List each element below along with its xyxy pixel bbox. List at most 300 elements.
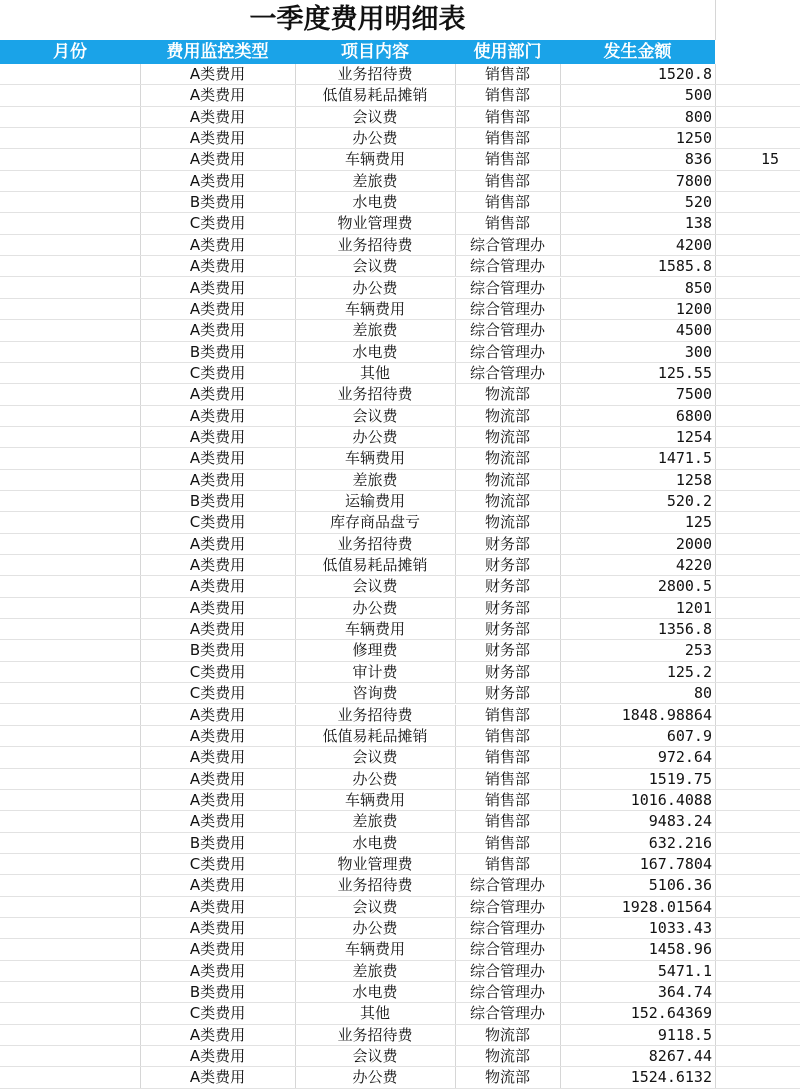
cell-amount[interactable]: 1928.01564	[621, 897, 712, 916]
cell-item[interactable]: 业务招待费	[337, 235, 413, 254]
cell-dept[interactable]: 物流部	[484, 492, 530, 510]
cell-amount[interactable]: 167.7804	[639, 854, 712, 873]
cell-month[interactable]	[0, 576, 140, 597]
cell-amount[interactable]: 520.2	[666, 492, 712, 510]
cell-amount[interactable]: 1519.75	[648, 769, 712, 788]
cell-month[interactable]	[0, 961, 140, 982]
cell-dept[interactable]: 销售部	[484, 107, 530, 126]
gridline	[140, 918, 141, 939]
cell-dept[interactable]: 财务部	[484, 641, 530, 660]
cell-type[interactable]: C类费用	[189, 363, 246, 382]
gridline	[455, 342, 456, 363]
cell-amount[interactable]: 4200	[675, 235, 712, 254]
cell-item[interactable]: 办公费	[352, 598, 398, 617]
cell-amount[interactable]: 125.2	[666, 662, 712, 681]
gridline	[455, 640, 456, 661]
cell-month[interactable]	[0, 491, 140, 512]
cell-month[interactable]	[0, 278, 140, 299]
cell-item[interactable]: 运输费用	[344, 492, 405, 510]
cell-type[interactable]: A类费用	[189, 406, 246, 425]
cell-dept[interactable]: 物流部	[484, 1047, 530, 1066]
cell-month[interactable]	[0, 619, 140, 640]
cell-item[interactable]: 物业管理费	[337, 214, 413, 233]
gridline	[0, 1088, 800, 1089]
cell-dept[interactable]: 销售部	[484, 726, 530, 745]
cell-month[interactable]	[0, 85, 140, 106]
cell-item[interactable]: 办公费	[352, 1068, 398, 1087]
gridline	[560, 683, 561, 704]
cell-type[interactable]: B类费用	[189, 983, 246, 1002]
cell-dept[interactable]: 销售部	[484, 748, 530, 767]
cell-type[interactable]: C类费用	[189, 662, 246, 681]
cell-item[interactable]: 库存商品盘亏	[329, 513, 420, 532]
cell-type[interactable]: A类费用	[189, 812, 246, 831]
cell-dept[interactable]: 物流部	[484, 1068, 530, 1087]
cell-dept[interactable]: 物流部	[484, 406, 530, 425]
cell-month[interactable]	[0, 598, 140, 619]
cell-month[interactable]	[0, 683, 140, 704]
cell-type[interactable]: A类费用	[189, 961, 246, 980]
cell-amount[interactable]: 8267.44	[648, 1047, 712, 1066]
cell-month[interactable]	[0, 897, 140, 918]
gridline	[715, 384, 716, 405]
cell-type[interactable]: C类费用	[189, 214, 246, 233]
cell-dept[interactable]: 综合管理办	[469, 299, 545, 318]
cell-dept[interactable]: 物流部	[484, 449, 530, 468]
gridline	[455, 811, 456, 832]
cell-month[interactable]	[0, 811, 140, 832]
cell-item[interactable]: 办公费	[352, 769, 398, 788]
cell-item[interactable]: 会议费	[352, 897, 398, 916]
cell-item[interactable]: 差旅费	[352, 470, 398, 489]
cell-amount[interactable]: 1585.8	[657, 257, 712, 276]
cell-amount[interactable]: 5471.1	[657, 961, 712, 980]
cell-type[interactable]: B类费用	[189, 833, 246, 852]
cell-amount[interactable]: 1458.96	[648, 940, 712, 959]
cell-type[interactable]: A类费用	[189, 598, 246, 617]
cell-type[interactable]: A类费用	[189, 940, 246, 959]
cell-amount[interactable]: 1258	[675, 470, 712, 489]
table-row	[0, 384, 800, 405]
table-row	[0, 171, 800, 192]
cell-amount[interactable]: 1520.8	[657, 65, 712, 83]
cell-amount[interactable]: 7800	[675, 171, 712, 190]
cell-amount[interactable]: 7500	[675, 385, 712, 404]
gridline	[455, 320, 456, 341]
cell-amount[interactable]: 253	[684, 641, 712, 660]
gridline	[715, 149, 716, 170]
gridline	[295, 640, 296, 661]
gridline	[295, 299, 296, 320]
header-item[interactable]: 项目内容	[341, 42, 409, 62]
cell-item[interactable]: 差旅费	[352, 961, 398, 980]
gridline	[140, 320, 141, 341]
sheet-title[interactable]: 一季度费用明细表	[249, 4, 466, 35]
cell-dept[interactable]: 销售部	[484, 150, 530, 169]
cell-amount[interactable]: 152.64369	[630, 1004, 712, 1023]
cell-dept[interactable]: 物流部	[484, 1025, 530, 1044]
gridline	[715, 918, 716, 939]
cell-type[interactable]: C类费用	[189, 513, 246, 532]
table-row	[0, 406, 800, 427]
cell-month[interactable]	[0, 1046, 140, 1067]
cell-month[interactable]	[0, 128, 140, 149]
cell-amount[interactable]: 2800.5	[657, 577, 712, 596]
cell-item[interactable]: 办公费	[352, 427, 398, 446]
cell-type[interactable]: B类费用	[189, 342, 246, 361]
cell-dept[interactable]: 财务部	[484, 684, 530, 703]
gridline	[455, 299, 456, 320]
gridline	[140, 64, 141, 85]
gridline	[455, 406, 456, 427]
gridline	[295, 790, 296, 811]
cell-dept[interactable]: 销售部	[484, 705, 530, 724]
cell-type[interactable]: A类费用	[189, 748, 246, 767]
cell-dept[interactable]: 综合管理办	[469, 1004, 545, 1023]
header-type[interactable]: 费用监控类型	[166, 42, 269, 62]
gridline	[140, 897, 141, 918]
cell-type[interactable]: A类费用	[189, 86, 246, 105]
cell-dept[interactable]: 综合管理办	[469, 940, 545, 959]
cell-item[interactable]: 低值易耗品摊销	[322, 86, 428, 105]
cell-dept[interactable]: 销售部	[484, 65, 530, 83]
cell-type[interactable]: A类费用	[189, 556, 246, 575]
gridline	[715, 811, 716, 832]
cell-dept[interactable]: 综合管理办	[469, 235, 545, 254]
cell-amount[interactable]: 607.9	[666, 726, 712, 745]
cell-type[interactable]: B类费用	[189, 193, 246, 212]
gridline	[560, 128, 561, 149]
cell-type[interactable]: A类费用	[189, 107, 246, 126]
cell-amount[interactable]: 972.64	[657, 748, 712, 767]
cell-type[interactable]: A类费用	[189, 1047, 246, 1066]
cell-item[interactable]: 差旅费	[352, 321, 398, 340]
cell-amount[interactable]: 4220	[675, 556, 712, 575]
gridline	[715, 1067, 716, 1088]
cell-item[interactable]: 办公费	[352, 129, 398, 148]
cell-amount[interactable]: 500	[684, 86, 712, 105]
cell-item[interactable]: 办公费	[352, 278, 398, 297]
gridline	[455, 128, 456, 149]
cell-amount[interactable]: 6800	[675, 406, 712, 425]
cell-type[interactable]: A类费用	[189, 470, 246, 489]
cell-month[interactable]	[0, 1025, 140, 1046]
cell-month[interactable]	[0, 1003, 140, 1024]
cell-type[interactable]: A类费用	[189, 1068, 246, 1087]
cell-amount[interactable]: 836	[684, 150, 712, 169]
cell-type[interactable]: B类费用	[189, 492, 246, 510]
table-row	[0, 512, 800, 533]
cell-amount[interactable]: 4500	[675, 321, 712, 340]
cell-amount[interactable]: 1250	[675, 129, 712, 148]
cell-month[interactable]	[0, 64, 140, 85]
cell-month[interactable]	[0, 299, 140, 320]
cell-item[interactable]: 车辆费用	[344, 620, 405, 639]
cell-month[interactable]	[0, 875, 140, 896]
cell-month[interactable]	[0, 342, 140, 363]
gridline	[715, 107, 716, 128]
cell-month[interactable]	[0, 769, 140, 790]
cell-type[interactable]: A类费用	[189, 299, 246, 318]
cell-dept[interactable]: 物流部	[484, 470, 530, 489]
cell-type[interactable]: A类费用	[189, 919, 246, 937]
cell-type[interactable]: A类费用	[189, 385, 246, 404]
cell-item[interactable]: 业务招待费	[337, 385, 413, 404]
cell-dept[interactable]: 销售部	[484, 214, 530, 233]
cell-dept[interactable]: 综合管理办	[469, 342, 545, 361]
cell-type[interactable]: A类费用	[189, 769, 246, 788]
cell-item[interactable]: 车辆费用	[344, 299, 405, 318]
cell-month[interactable]	[0, 320, 140, 341]
gridline	[715, 897, 716, 918]
cell-month[interactable]	[0, 149, 140, 170]
cell-amount[interactable]: 80	[693, 684, 712, 703]
cell-month[interactable]	[0, 726, 140, 747]
cell-dept[interactable]: 销售部	[484, 812, 530, 831]
cell-item[interactable]: 会议费	[352, 406, 398, 425]
header-month[interactable]: 月份	[53, 42, 87, 62]
cell-type[interactable]: A类费用	[189, 876, 246, 895]
cell-amount[interactable]: 850	[684, 278, 712, 297]
cell-dept[interactable]: 财务部	[484, 598, 530, 617]
cell-item[interactable]: 水电费	[352, 193, 398, 212]
cell-item[interactable]: 业务招待费	[337, 534, 413, 553]
cell-dept[interactable]: 综合管理办	[469, 278, 545, 297]
gridline	[560, 726, 561, 747]
cell-type[interactable]: A类费用	[189, 726, 246, 745]
cell-type[interactable]: A类费用	[189, 1025, 246, 1044]
cell-dept[interactable]: 销售部	[484, 854, 530, 873]
cell-item[interactable]: 业务招待费	[337, 1025, 413, 1044]
cell-month[interactable]	[0, 448, 140, 469]
cell-dept[interactable]: 综合管理办	[469, 363, 545, 382]
cell-type[interactable]: C类费用	[189, 684, 246, 703]
cell-month[interactable]	[0, 512, 140, 533]
cell-amount[interactable]: 9118.5	[657, 1025, 712, 1044]
cell-month[interactable]	[0, 982, 140, 1003]
cell-item[interactable]: 车辆费用	[344, 449, 405, 468]
table-row	[0, 299, 800, 320]
cell-month[interactable]	[0, 107, 140, 128]
gridline	[715, 491, 716, 512]
cell-month[interactable]	[0, 363, 140, 384]
cell-type[interactable]: A类费用	[189, 235, 246, 254]
cell-item[interactable]: 会议费	[352, 107, 398, 126]
table-row	[0, 769, 800, 790]
cell-amount[interactable]: 1016.4088	[630, 790, 712, 809]
cell-item[interactable]: 业务招待费	[337, 876, 413, 895]
cell-dept[interactable]: 综合管理办	[469, 961, 545, 980]
cell-amount[interactable]: 5106.36	[648, 876, 712, 895]
cell-item[interactable]: 会议费	[352, 577, 398, 596]
cell-month[interactable]	[0, 427, 140, 448]
cell-amount[interactable]: 1524.6132	[630, 1068, 712, 1087]
cell-amount[interactable]: 1033.43	[648, 919, 712, 937]
cell-month[interactable]	[0, 555, 140, 576]
cell-month[interactable]	[0, 640, 140, 661]
cell-amount[interactable]: 125	[684, 513, 712, 532]
cell-amount[interactable]: 1201	[675, 598, 712, 617]
cell-item[interactable]: 会议费	[352, 257, 398, 276]
cell-month[interactable]	[0, 256, 140, 277]
gridline	[455, 726, 456, 747]
cell-amount[interactable]: 1471.5	[657, 449, 712, 468]
gridline	[295, 85, 296, 106]
cell-type[interactable]: A类费用	[189, 278, 246, 297]
cell-item[interactable]: 车辆费用	[344, 150, 405, 169]
cell-month[interactable]	[0, 833, 140, 854]
cell-month[interactable]	[0, 235, 140, 256]
cell-dept[interactable]: 综合管理办	[469, 321, 545, 340]
cell-dept[interactable]: 物流部	[484, 427, 530, 446]
cell-month[interactable]	[0, 939, 140, 960]
cell-type[interactable]: C类费用	[189, 1004, 246, 1023]
gridline	[455, 491, 456, 512]
cell-type[interactable]: A类费用	[189, 534, 246, 553]
gridline	[140, 149, 141, 170]
cell-item[interactable]: 差旅费	[352, 171, 398, 190]
cell-type[interactable]: A类费用	[189, 129, 246, 148]
cell-amount[interactable]: 138	[684, 214, 712, 233]
cell-type[interactable]: A类费用	[189, 427, 246, 446]
gridline	[140, 705, 141, 726]
cell-month[interactable]	[0, 534, 140, 555]
cell-type[interactable]: C类费用	[189, 854, 246, 873]
gridline	[455, 64, 456, 85]
cell-item[interactable]: 审计费	[352, 662, 398, 681]
cell-month[interactable]	[0, 192, 140, 213]
cell-item[interactable]: 其他	[359, 1004, 390, 1023]
gridline	[715, 747, 716, 768]
cell-dept[interactable]: 销售部	[484, 129, 530, 148]
cell-dept[interactable]: 销售部	[484, 193, 530, 212]
cell-dept[interactable]: 综合管理办	[469, 257, 545, 276]
cell-dept[interactable]: 销售部	[484, 833, 530, 852]
gridline	[295, 918, 296, 939]
cell-dept[interactable]: 销售部	[484, 171, 530, 190]
cell-dept[interactable]: 综合管理办	[469, 897, 545, 916]
cell-dept[interactable]: 销售部	[484, 86, 530, 105]
cell-month[interactable]	[0, 918, 140, 939]
cell-item[interactable]: 水电费	[352, 833, 398, 852]
cell-amount[interactable]: 632.216	[648, 833, 712, 852]
cell-month[interactable]	[0, 705, 140, 726]
cell-type[interactable]: A类费用	[189, 321, 246, 340]
cell-dept[interactable]: 财务部	[484, 662, 530, 681]
cell-amount[interactable]: 1254	[675, 427, 712, 446]
cell-amount[interactable]: 1848.98864	[621, 705, 712, 724]
cell-type[interactable]: A类费用	[189, 449, 246, 468]
cell-item[interactable]: 车辆费用	[344, 790, 405, 809]
cell-dept[interactable]: 财务部	[484, 620, 530, 639]
cell-item[interactable]: 咨询费	[352, 684, 398, 703]
cell-type[interactable]: A类费用	[189, 705, 246, 724]
table-row	[0, 427, 800, 448]
cell-dept[interactable]: 财务部	[484, 534, 530, 553]
cell-dept[interactable]: 销售部	[484, 769, 530, 788]
table-row	[0, 961, 800, 982]
cell-type[interactable]: B类费用	[189, 641, 246, 660]
cell-month[interactable]	[0, 406, 140, 427]
title-row	[0, 0, 800, 40]
gridline	[560, 705, 561, 726]
gridline	[140, 1067, 141, 1088]
cell-item[interactable]: 其他	[359, 363, 390, 382]
cell-dept[interactable]: 财务部	[484, 577, 530, 596]
cell-amount[interactable]: 800	[684, 107, 712, 126]
cell-item[interactable]: 水电费	[352, 983, 398, 1002]
cell-type[interactable]: A类费用	[189, 150, 246, 169]
cell-type[interactable]: A类费用	[189, 65, 246, 83]
gridline	[455, 534, 456, 555]
cell-type[interactable]: A类费用	[189, 577, 246, 596]
gridline	[715, 192, 716, 213]
cell-item[interactable]: 差旅费	[352, 812, 398, 831]
cell-dept[interactable]: 综合管理办	[469, 983, 545, 1002]
gridline	[455, 448, 456, 469]
cell-amount[interactable]: 1200	[675, 299, 712, 318]
cell-month[interactable]	[0, 1067, 140, 1088]
cell-item[interactable]: 低值易耗品摊销	[322, 556, 428, 575]
cell-amount[interactable]: 125.55	[657, 363, 712, 382]
cell-dept[interactable]: 物流部	[484, 385, 530, 404]
cell-amount[interactable]: 2000	[675, 534, 712, 553]
table-row	[0, 1003, 800, 1024]
cell-extra[interactable]: 15	[760, 150, 780, 169]
cell-dept[interactable]: 销售部	[484, 790, 530, 809]
cell-item[interactable]: 低值易耗品摊销	[322, 726, 428, 745]
header-dept[interactable]: 使用部门	[473, 42, 542, 62]
cell-item[interactable]: 物业管理费	[337, 854, 413, 873]
table-row	[0, 683, 800, 704]
cell-type[interactable]: A类费用	[189, 257, 246, 276]
cell-amount[interactable]: 1356.8	[657, 620, 712, 639]
cell-amount[interactable]: 520	[684, 193, 712, 212]
cell-month[interactable]	[0, 747, 140, 768]
cell-month[interactable]	[0, 384, 140, 405]
cell-item[interactable]: 会议费	[352, 1047, 398, 1066]
cell-dept[interactable]: 物流部	[484, 513, 530, 532]
table-row	[0, 64, 800, 85]
cell-item[interactable]: 业务招待费	[337, 705, 413, 724]
cell-month[interactable]	[0, 171, 140, 192]
cell-item[interactable]: 会议费	[352, 748, 398, 767]
cell-item[interactable]: 车辆费用	[344, 940, 405, 959]
cell-dept[interactable]: 综合管理办	[469, 876, 545, 895]
cell-dept[interactable]: 财务部	[484, 556, 530, 575]
cell-month[interactable]	[0, 662, 140, 683]
cell-item[interactable]: 办公费	[352, 919, 398, 937]
cell-type[interactable]: A类费用	[189, 620, 246, 639]
cell-item[interactable]: 水电费	[352, 342, 398, 361]
gridline	[295, 342, 296, 363]
cell-type[interactable]: A类费用	[189, 897, 246, 916]
cell-month[interactable]	[0, 854, 140, 875]
cell-month[interactable]	[0, 790, 140, 811]
cell-month[interactable]	[0, 213, 140, 234]
cell-type[interactable]: A类费用	[189, 790, 246, 809]
cell-amount[interactable]: 300	[684, 342, 712, 361]
header-amount[interactable]: 发生金额	[603, 42, 672, 62]
cell-dept[interactable]: 综合管理办	[469, 919, 545, 937]
cell-item[interactable]: 业务招待费	[337, 65, 413, 83]
cell-amount[interactable]: 9483.24	[648, 812, 712, 831]
cell-amount[interactable]: 364.74	[657, 983, 712, 1002]
cell-item[interactable]: 修理费	[352, 641, 398, 660]
cell-month[interactable]	[0, 470, 140, 491]
table-row	[0, 598, 800, 619]
cell-type[interactable]: A类费用	[189, 171, 246, 190]
